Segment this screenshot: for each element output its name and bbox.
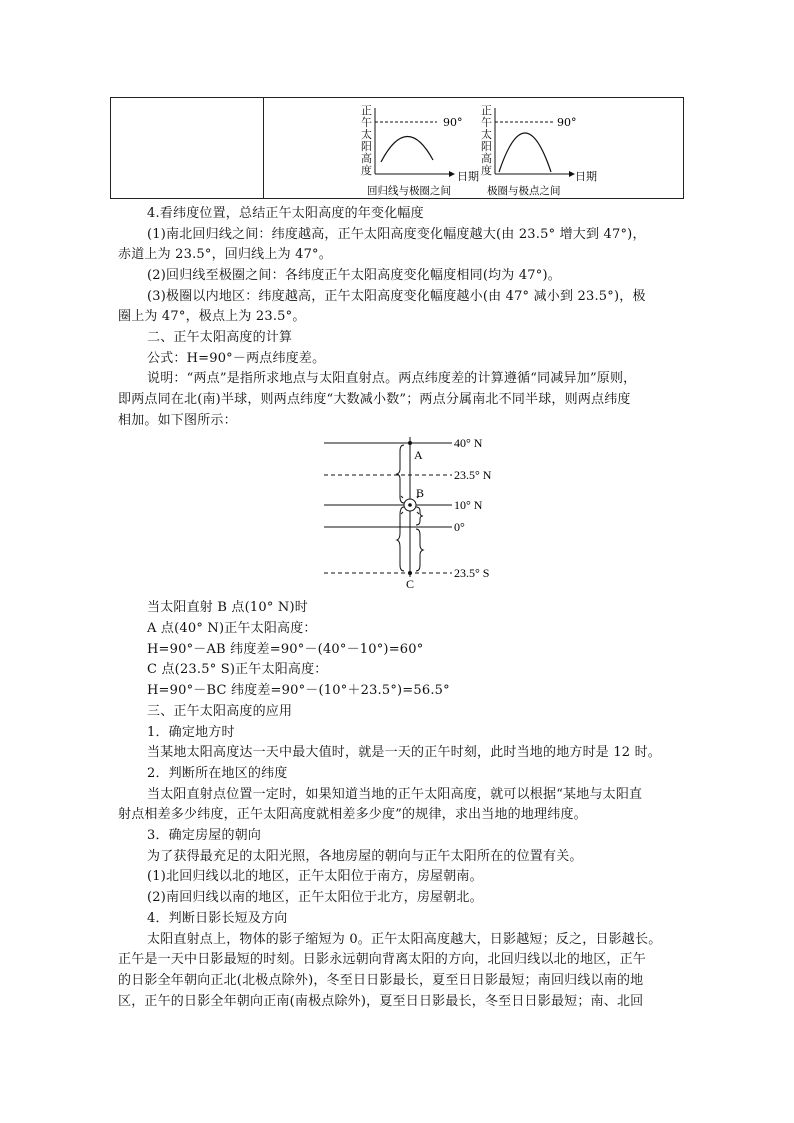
subsection-heading: 2．判断所在地区的纬度 xyxy=(147,766,288,781)
y-label-char: 度 xyxy=(361,164,372,177)
subsection-heading: 1．确定地方时 xyxy=(147,725,235,740)
latitude-label: 40° N xyxy=(454,436,483,450)
point-a-marker xyxy=(408,441,412,445)
paragraph-line: 为了获得最充足的太阳光照，各地房屋的朝向与正午太阳所在的位置有关。 xyxy=(147,849,583,864)
brace-equator-c xyxy=(416,529,423,571)
chart-caption: 回归线与极圈之间 xyxy=(367,185,451,197)
formula-line: 公式：H=90°－两点纬度差。 xyxy=(147,351,326,366)
y-label-char: 度 xyxy=(481,164,492,177)
paragraph-line: (2)南回归线以南的地区，正午太阳位于北方，房屋朝北。 xyxy=(147,890,483,905)
point-c-label: C xyxy=(406,577,415,591)
chart-caption: 极圈与极点之间 xyxy=(487,185,561,197)
x-axis-arrow xyxy=(449,171,455,177)
paragraph-line: A 点(40° N)正午太阳高度： xyxy=(147,621,317,636)
y-label-char: 高 xyxy=(361,152,372,165)
latitude-label: 23.5° N xyxy=(454,468,492,482)
section-heading: 三、正午太阳高度的应用 xyxy=(147,704,293,719)
chart-tropics-to-polar-circle xyxy=(357,102,487,198)
y-label-char: 太 xyxy=(361,128,372,141)
point-c-marker xyxy=(408,571,412,575)
chart-polar-circle-to-pole xyxy=(475,102,605,198)
subsection-heading: 4．判断日影长短及方向 xyxy=(147,911,288,926)
x-axis-label: 日期 xyxy=(575,170,597,183)
latitude-label: 10° N xyxy=(454,498,483,512)
subsection-heading: 3．确定房屋的朝向 xyxy=(147,828,262,843)
paragraph-line: 的日影全年朝向正北(北极点除外)，冬至日日影最长，夏至日日影最短；南回归线以南的地 xyxy=(118,973,644,988)
paragraph-line: 正午是一天中日影最短的时刻。日影永远朝向背离太阳的方向，北回归线以北的地区，正午 xyxy=(118,952,647,967)
paragraph-line: 说明：“两点”是指所求地点与太阳直射点。两点纬度差的计算遵循“同减异加”原则， xyxy=(147,371,637,386)
paragraph-line: C 点(23.5° S)正午太阳高度： xyxy=(147,662,328,677)
brace-bc-outer xyxy=(397,507,404,571)
paragraph-line: (3)极圈以内地区：纬度越高，正午太阳高度变化幅度越小(由 47° 减小到 23.5°)，极 xyxy=(147,289,646,304)
top-value-label: 90° xyxy=(443,116,463,129)
table-fragment xyxy=(110,97,684,199)
section-heading: 4.看纬度位置，总结正午太阳高度的年变化幅度 xyxy=(147,206,424,221)
paragraph-line: (1)南北回归线之间：纬度越高，正午太阳高度变化幅度越大(由 23.5° 增大到 47°)， xyxy=(147,227,646,242)
y-label-char: 正 xyxy=(361,104,372,117)
latitude-label: 0° xyxy=(454,520,465,534)
y-label-char: 午 xyxy=(361,116,372,129)
y-label-char: 阳 xyxy=(361,140,372,153)
y-label-char: 太 xyxy=(481,128,492,141)
y-label-char: 正 xyxy=(481,104,492,117)
formula-line: H=90°－BC 纬度差=90°－(10°＋23.5°)=56.5° xyxy=(147,683,450,698)
brace-ab xyxy=(397,445,404,503)
point-a-label: A xyxy=(414,448,423,462)
paragraph-line: 相加。如下图所示： xyxy=(118,413,237,428)
paragraph-line: 当太阳直射点位置一定时，如果知道当地的正午太阳高度，就可以根据“某地与太阳直 xyxy=(147,787,643,802)
y-label-char: 阳 xyxy=(481,140,492,153)
paragraph-line: 当某地太阳高度达一天中最大值时，就是一天的正午时刻，此时当地的地方时是 12 时。 xyxy=(147,745,662,760)
x-axis-label: 日期 xyxy=(457,170,479,183)
y-label-char: 午 xyxy=(481,116,492,129)
top-value-label: 90° xyxy=(557,116,577,129)
paragraph-line: 区，正午的日影全年朝向正南(南极点除外)，夏至日日影最长，冬至日日影最短；南、北回 xyxy=(118,994,644,1009)
paragraph-line: 即两点同在北(南)半球，则两点纬度“大数减小数”；两点分属南北不同半球，则两点纬度 xyxy=(118,392,631,407)
brace-b-equator xyxy=(416,507,423,525)
altitude-curve xyxy=(381,136,433,162)
altitude-curve xyxy=(499,133,551,172)
paragraph-line: 当太阳直射 B 点(10° N)时 xyxy=(147,600,308,615)
point-b-label: B xyxy=(416,486,425,500)
latitude-diagram xyxy=(320,435,510,593)
table-column-divider xyxy=(263,98,264,198)
paragraph-line: 射点相差多少纬度，正午太阳高度就相差多少度”的规律，求出当地的地理纬度。 xyxy=(118,807,587,822)
paragraph-line: 赤道上为 23.5°，回归线上为 47°。 xyxy=(118,247,332,262)
latitude-label: 23.5° S xyxy=(454,566,490,580)
section-heading: 二、正午太阳高度的计算 xyxy=(147,330,293,345)
y-label-char: 高 xyxy=(481,152,492,165)
paragraph-line: (2)回归线至极圈之间：各纬度正午太阳高度变化幅度相同(均为 47°)。 xyxy=(147,268,561,283)
paragraph-line: (1)北回归线以北的地区，正午太阳位于南方，房屋朝南。 xyxy=(147,869,483,884)
formula-line: H=90°－AB 纬度差=90°－(40°－10°)=60° xyxy=(147,642,424,657)
paragraph-line: 圈上为 47°，极点上为 23.5°。 xyxy=(118,309,306,324)
paragraph-line: 太阳直射点上，物体的影子缩短为 0。正午太阳高度越大，日影越短；反之，日影越长。 xyxy=(147,932,662,947)
